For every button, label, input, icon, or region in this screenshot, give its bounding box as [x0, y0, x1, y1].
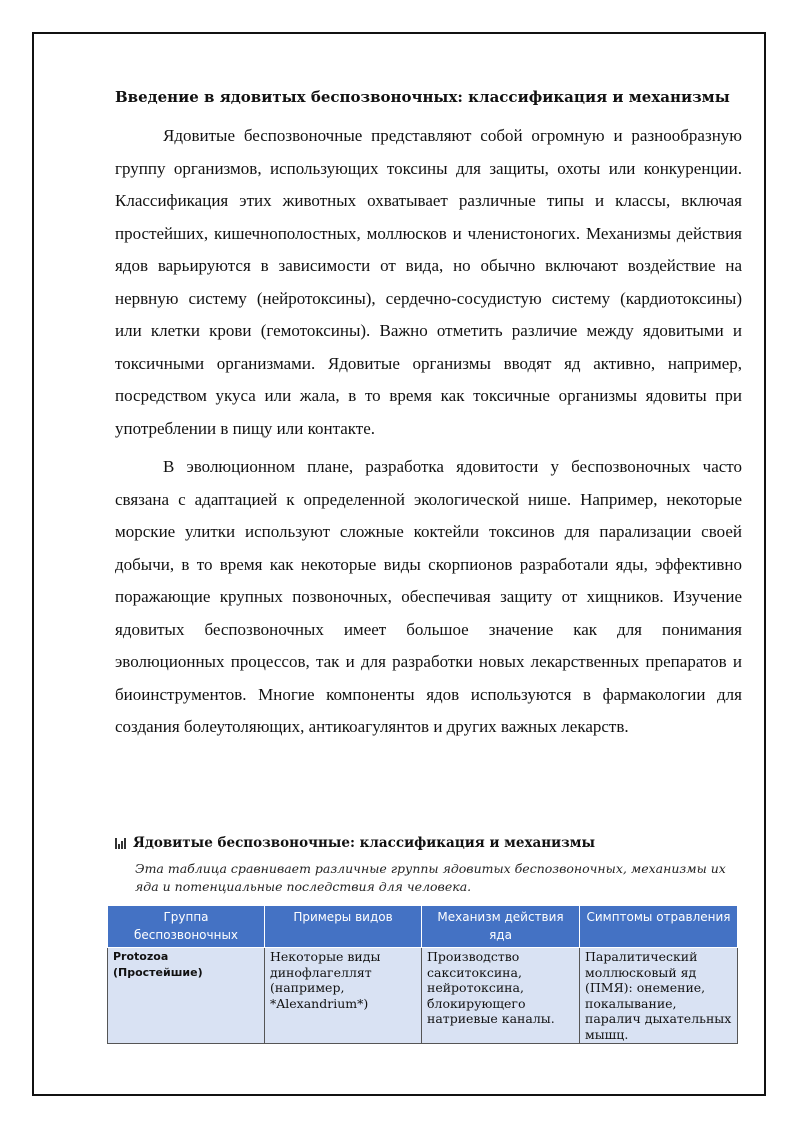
cell-mechanism: Производство сакситоксина, нейротоксина, блокирующего натриевые каналы.: [422, 948, 580, 1044]
document-body: [115, 86, 742, 750]
table-header-row: [108, 906, 738, 948]
document-heading: Введение в ядовитых беспозвоночных: классификация и механизмы: [115, 88, 730, 106]
paragraph-2: В эволюционном плане, разработка ядовитости у беспозвоночных часто связана с адаптацией к определенной экологической нише. Например, некоторые морские улитки используют сложные коктейли токсинов для парализации своей добычи, в то время как некоторые виды скорпионов разработали яды, эффективно поражающие крупных позвоночных, обеспечивая защиту от хищников. Изучение ядовитых беспозвоночных имеет большое значение как для понимания эволюционных процессов, так и для разработки новых лекарственных препаратов и биоинструментов. Многие компоненты ядов используются в фармакологии для создания болеутоляющих, антикоагулянтов и других важных лекарств.: [115, 457, 742, 736]
header-examples: Примеры видов: [265, 906, 422, 948]
cell-symptoms: Паралитический моллюсковый яд (ПМЯ): онемение, покалывание, паралич дыхательных мышц.: [580, 948, 738, 1044]
paragraph-1: Ядовитые беспозвоночные представляют собой огромную и разнообразную группу организмов, использующих токсины для защиты, охоты или конкуренции. Классификация этих животных охватывает различные типы и классы, включая простейших, кишечнополостных, моллюсков и членистоногих. Механизмы действия ядов варьируются в зависимости от вида, но обычно включают воздействие на нервную систему (нейротоксины), сердечно-сосудистую систему (кардиотоксины) или клетки крови (гемотоксины). Важно отметить различие между ядовитыми и токсичными организмами. Ядовитые организмы вводят яд активно, например, посредством укуса или жала, в то время как токсичные организмы ядовиты при употреблении в пищу или контакте.: [115, 126, 742, 438]
header-symptoms: Симптомы отравления: [580, 906, 738, 948]
table-caption: [115, 835, 742, 851]
cell-group: Protozoa (Простейшие): [108, 948, 265, 1044]
cell-examples: Некоторые виды динофлагеллят (например, *Alexandrium*): [265, 948, 422, 1044]
table-row: [108, 948, 738, 1044]
bar-chart-icon: [115, 838, 126, 849]
header-mechanism: Механизм действия яда: [422, 906, 580, 948]
venom-table: [107, 905, 738, 1044]
table-caption-text: Ядовитые беспозвоночные: классификация и механизмы: [133, 835, 596, 851]
table-description: Эта таблица сравнивает различные группы ядовитых беспозвоночных, механизмы их яда и потенциальные последствия для человека.: [135, 861, 726, 894]
header-group: Группа беспозвоночных: [108, 906, 265, 948]
